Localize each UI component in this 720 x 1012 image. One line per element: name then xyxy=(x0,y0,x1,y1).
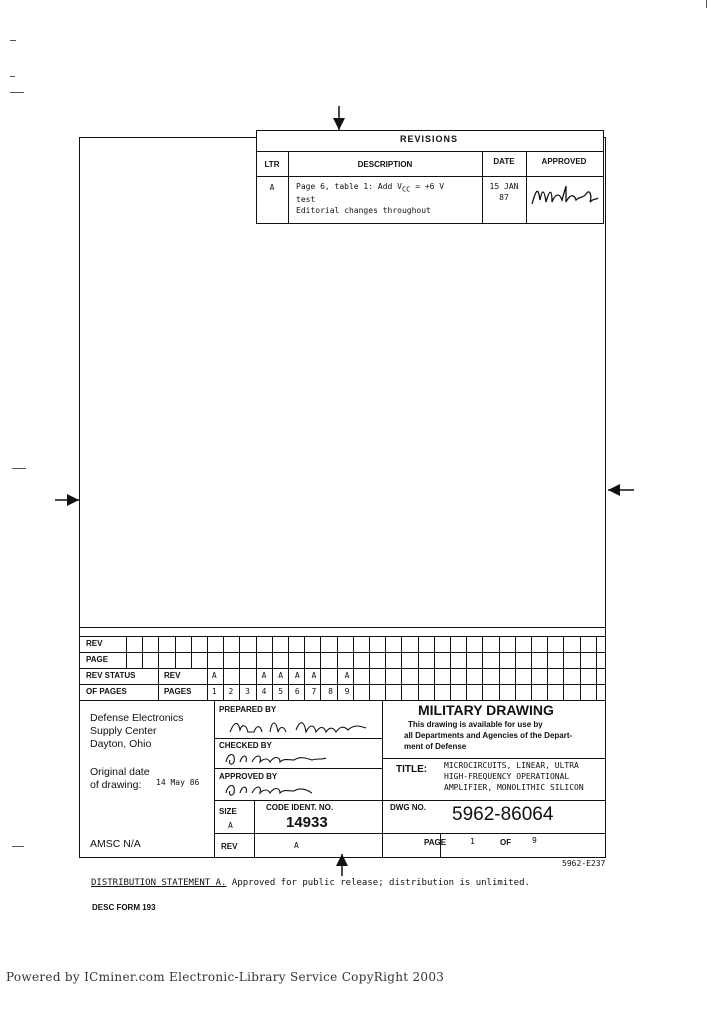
checked-by-label: CHECKED BY xyxy=(219,741,272,750)
rev-status-cell: A xyxy=(278,671,284,680)
desc-form: DESC FORM 193 xyxy=(92,903,156,912)
right-center-arrow-icon xyxy=(604,482,634,503)
footer-credit: Powered by ICminer.com Electronic-Library Service CopyRight 2003 xyxy=(6,970,445,984)
scan-mark xyxy=(10,92,24,93)
size-value: A xyxy=(228,821,233,830)
grid-sublabel-rev: REV xyxy=(164,671,181,680)
rev-label: REV xyxy=(221,842,238,851)
page-number-cell: 5 xyxy=(278,687,284,696)
title-label: TITLE: xyxy=(396,764,428,775)
rev-status-cell: A xyxy=(311,671,317,680)
rev-status-cell: A xyxy=(344,671,350,680)
scan-mark xyxy=(706,0,707,8)
distribution-statement xyxy=(91,878,530,888)
mil-text-line1: This drawing is available for use by xyxy=(408,720,543,729)
tb-divider xyxy=(214,833,605,834)
grid-vline xyxy=(175,636,176,668)
prepared-by-signature xyxy=(226,714,376,743)
rev-status-cell: A xyxy=(211,671,217,680)
grid-vline xyxy=(434,636,435,700)
org-line3: Dayton, Ohio xyxy=(90,738,152,750)
grid-vline xyxy=(126,636,127,668)
grid-label-divider xyxy=(158,668,159,700)
of-value: 9 xyxy=(532,836,537,845)
prepared-by-label: PREPARED BY xyxy=(219,705,277,714)
approved-by-label: APPROVED BY xyxy=(219,772,278,781)
rev-header-description: DESCRIPTION xyxy=(357,160,413,169)
page-number-cell: 2 xyxy=(228,687,234,696)
original-date-value: 14 May 86 xyxy=(156,778,200,787)
code-ident-label: CODE IDENT. NO. xyxy=(266,803,334,812)
grid-vline xyxy=(401,636,402,700)
rev-row-desc-line2: test xyxy=(296,195,316,204)
page-value: 1 xyxy=(470,837,475,846)
scan-mark xyxy=(10,40,16,41)
mil-text-line3: ment of Defense xyxy=(404,742,467,751)
org-line2: Supply Center xyxy=(90,725,157,737)
rev-header-ltr: LTR xyxy=(264,160,280,169)
rev-status-cell: A xyxy=(294,671,300,680)
tb-divider xyxy=(254,800,255,857)
rev-desc-text: = +6 V xyxy=(410,182,445,191)
mil-text-line2: all Departments and Agencies of the Depart- xyxy=(404,731,573,740)
scan-mark xyxy=(12,468,26,469)
of-label: OF xyxy=(500,838,512,847)
rev-desc-text: Page 6, table 1: Add V xyxy=(296,182,402,191)
page-number-cell: 3 xyxy=(245,687,250,696)
rev-desc-subscript: CC xyxy=(401,185,411,194)
distribution-text: Approved for public release; distribution is unlimited. xyxy=(231,878,530,888)
page-label: PAGE xyxy=(424,838,447,847)
rev-header-approved: APPROVED xyxy=(541,157,587,166)
title-line3: AMPLIFIER, MONOLITHIC SILICON xyxy=(444,783,584,792)
grid-vline xyxy=(191,636,192,668)
original-date-label1: Original date xyxy=(90,766,150,778)
code-ident-value: 14933 xyxy=(286,814,328,831)
grid-vline xyxy=(580,636,581,700)
size-label: SIZE xyxy=(219,807,237,816)
grid-vline xyxy=(418,636,419,700)
grid-label-rev: REV xyxy=(86,639,103,648)
revisions-title: REVISIONS xyxy=(399,134,458,144)
page-number-cell: 6 xyxy=(294,687,300,696)
title-line1: MICROCIRCUITS, LINEAR, ULTRA xyxy=(444,761,579,770)
grid-vline xyxy=(482,636,483,700)
bottom-center-arrow-icon xyxy=(334,854,350,881)
grid-label-page: PAGE xyxy=(86,655,109,664)
military-drawing-heading: MILITARY DRAWING xyxy=(418,702,554,718)
grid-vline xyxy=(142,636,143,668)
form-code: 5962-E237 xyxy=(562,859,606,868)
rev-row-date-line2: 87 xyxy=(499,193,509,202)
grid-label-rev-status: REV STATUS xyxy=(86,671,136,680)
grid-sublabel-pages: PAGES xyxy=(164,687,192,696)
rev-approved-signature xyxy=(528,176,600,217)
approved-by-signature xyxy=(222,781,332,804)
grid-top-line xyxy=(80,627,605,628)
distribution-label: DISTRIBUTION STATEMENT A. xyxy=(91,878,227,888)
grid-vline xyxy=(563,636,564,700)
amsc: AMSC N/A xyxy=(90,838,141,850)
rev-row-desc-line1 xyxy=(296,182,444,194)
dwg-no-label: DWG NO. xyxy=(390,803,426,812)
grid-vline xyxy=(547,636,548,700)
checked-by-signature xyxy=(222,750,332,773)
rev-header-date: DATE xyxy=(493,157,515,166)
grid-vline xyxy=(515,636,516,700)
rev-value: A xyxy=(294,841,299,850)
rev-status-cell: A xyxy=(261,671,267,680)
rev-row-ltr: A xyxy=(269,183,275,192)
rev-row-date-line1: 15 JAN xyxy=(489,182,519,191)
rev-row-desc-line3: Editorial changes throughout xyxy=(296,206,431,215)
tb-divider xyxy=(382,758,605,759)
rev-divider xyxy=(256,151,603,152)
original-date-label2: of drawing: xyxy=(90,779,142,791)
grid-vline xyxy=(531,636,532,700)
drawing-frame xyxy=(79,137,606,858)
grid-vline xyxy=(466,636,467,700)
page-number-cell: 9 xyxy=(344,687,350,696)
page-number-cell: 8 xyxy=(328,687,333,696)
grid-vline xyxy=(499,636,500,700)
page-number-cell: 7 xyxy=(311,687,317,696)
left-center-arrow-icon xyxy=(55,492,81,513)
grid-label-of-pages: OF PAGES xyxy=(86,687,127,696)
scan-mark xyxy=(10,76,15,77)
title-line2: HIGH-FREQUENCY OPERATIONAL xyxy=(444,772,570,781)
grid-vline xyxy=(385,636,386,700)
grid-vline xyxy=(596,636,597,700)
page-number-cell: 4 xyxy=(261,687,267,696)
scan-mark xyxy=(12,846,24,847)
grid-vline xyxy=(450,636,451,700)
title-block-top xyxy=(80,700,605,701)
org-line1: Defense Electronics xyxy=(90,712,184,724)
page-number-cell: 1 xyxy=(211,687,217,696)
grid-vline xyxy=(158,636,159,668)
dwg-no-value: 5962-86064 xyxy=(452,804,554,825)
grid-vline xyxy=(369,636,370,700)
